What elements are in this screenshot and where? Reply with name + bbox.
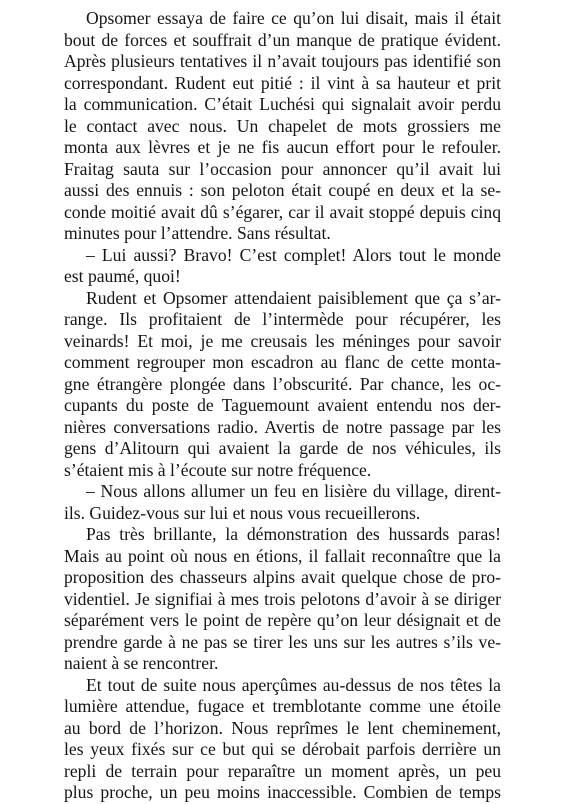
text-line: au bord de l’horizon. Nous reprîmes le lent cheminement, (64, 717, 501, 738)
text-line: Mais au point où nous en étions, il fallait reconnaître que la (64, 545, 501, 566)
book-page-text (64, 8, 501, 804)
text-line: comment regrouper mon escadron au flanc de cette monta- (64, 352, 501, 372)
text-line: range. Ils profitaient de l’intermède pour récupérer, les (64, 309, 501, 329)
text-line: veinards! Et moi, je me creusais les méninges pour savoir (64, 330, 501, 351)
text-line: ils. Guidez-vous sur lui et nous vous recueillerons. (64, 502, 421, 523)
text-line: Et tout de suite nous aperçûmes au-dessus de nos têtes la (86, 674, 501, 695)
text-line: les yeux fixés sur ce but qui se dérobait parfois derrière un (64, 739, 501, 759)
text-line: – Nous allons allumer un feu en lisière du village, dirent- (86, 481, 501, 501)
text-line: – Lui aussi? Bravo! C’est complet! Alors tout le monde (86, 244, 501, 265)
text-line: Fraitag sauta sur l’occasion pour annoncer qu’il avait lui (64, 158, 501, 179)
text-line: conde moitié avait dû s’égarer, car il avait stoppé depuis cinq (64, 201, 501, 222)
text-line: Rudent et Opsomer attendaient paisiblement que ça s’ar- (86, 287, 501, 308)
text-line: cupants du poste de Taguemount avaient entendu nos der- (64, 395, 501, 415)
text-line: lumière attendue, fugace et tremblotante comme une étoile (64, 696, 501, 716)
text-line: gne étrangère plongée dans l’obscurité. Par chance, les oc- (64, 373, 501, 394)
text-line: aussi des ennuis : son peloton était coupé en deux et la se- (64, 180, 501, 200)
text-line: prendre garde à ne pas se tirer les uns sur les autres s’ils ve- (64, 631, 501, 652)
text-line: plus proche, un peu moins inaccessible. Combien de temps (64, 782, 501, 802)
text-line: repli de terrain pour reparaître un moment après, un peu (64, 760, 501, 781)
text-line: proposition des chasseurs alpins avait quelque chose de pro- (64, 567, 501, 587)
text-line: nières conversations radio. Avertis de notre passage par les (64, 416, 501, 437)
text-line: le contact avec nous. Un chapelet de mots grossiers me (64, 115, 501, 136)
text-line: Pas très brillante, la démonstration des hussards paras! (86, 524, 501, 544)
text-line: séparément vers le point de repère qu’on leur désignait et de (64, 610, 501, 630)
text-line: minutes pour l’attendre. Sans résultat. (64, 223, 331, 243)
text-line: s’étaient mis à l’écoute sur notre fréquence. (64, 459, 372, 480)
text-line: correspondant. Rudent eut pitié : il vint à sa hauteur et prit (64, 72, 501, 93)
text-line: Opsomer essaya de faire ce qu’on lui disait, mais il était (86, 8, 501, 28)
text-line: naient à se rencontrer. (64, 653, 219, 673)
text-line: la communication. C’était Luchési qui signalait avoir perdu (64, 94, 501, 114)
text-line: gens d’Alitourn qui avaient la garde de nos véhicules, ils (64, 438, 501, 458)
text-line: videntiel. Je signifiai à mes trois pelotons d’avoir à se diriger (64, 588, 501, 609)
text-line: monta aux lèvres et je ne fis aucun effort pour le refouler. (64, 137, 501, 157)
text-line: est paumé, quoi! (64, 266, 181, 286)
text-line: bout de forces et souffrait d’un manque de pratique évident. (64, 29, 501, 50)
text-line: Après plusieurs tentatives il n’avait toujours pas identifié son (64, 51, 501, 71)
